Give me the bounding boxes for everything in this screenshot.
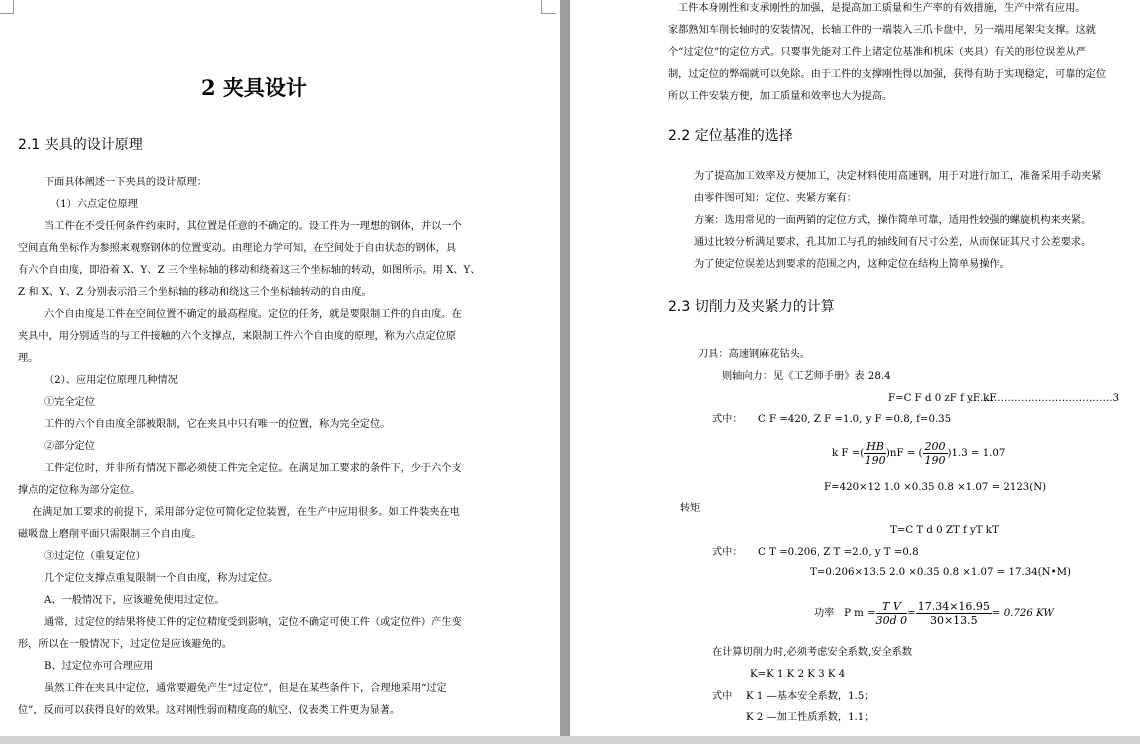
- paragraph-line: 通过比较分析满足要求，孔其加工与孔的轴线间有尺寸公差，从而保证其尺寸公差要求。: [694, 237, 1092, 248]
- fraction-numerator: HB: [866, 439, 884, 453]
- fraction-HB-190: [864, 440, 886, 467]
- paragraph-line: 形，所以在一般情况下，过定位是应该避免的。: [18, 639, 232, 650]
- kF-prefix: k F =(: [832, 448, 865, 459]
- formula-F: F=C F d 0 zF f yF kF: [888, 393, 997, 404]
- section-title-2-2: 2.2 定位基准的选择: [668, 128, 793, 144]
- tool-line: 刀具：高速钢麻花钻头。: [698, 349, 811, 360]
- kF-middle: )nF = (: [885, 448, 923, 459]
- k2-desc: K 2 —加工性质系数，1.1；: [746, 712, 875, 723]
- axial-force-ref: 则轴向力：见《工艺师手册》表 28.4: [722, 371, 891, 382]
- right-document-page: [570, 0, 1140, 736]
- crop-mark-top-right: [541, 0, 556, 14]
- paragraph-line: 家都熟知车削长轴时的安装情况，长轴工件的一端装入三爪卡盘中，另一端用尾架尖支撑。这就: [668, 25, 1096, 36]
- torque-coef-label: 式中：: [712, 547, 743, 558]
- paragraph-line: 有六个自由度，即沿着 X、Y、Z 三个坐标轴的移动和绕着这三个坐标轴的转动，如图所示。用 X、Y、: [18, 265, 481, 276]
- horizontal-scrollbar-area[interactable]: [0, 736, 1140, 744]
- paragraph-line: Z 和 X、Y、Z 分别表示沿三个坐标轴的移动和绕这三个坐标轴转动的自由度。: [18, 287, 372, 298]
- paragraph-line: 位”，反而可以获得良好的效果。这对刚性弱而精度高的航空、仪表类工件更为显著。: [18, 705, 401, 716]
- power-prefix: P m =: [844, 608, 876, 619]
- torque-coef-values: C T =0.206, Z T =2.0, y T =0.8: [758, 547, 919, 558]
- paragraph-line: 空间直角坐标作为参照来观察钢体的位置变动。由理论力学可知，在空间处于自由状态的钢体，具: [18, 243, 457, 254]
- paragraph-line: B、过定位亦可合理应用: [44, 661, 154, 672]
- coef-label: 式中：: [712, 414, 743, 425]
- paragraph-line: 通常，过定位的结果将使工件的定位精度受到影响，定位不确定可使工件（或定位件）产生变: [44, 617, 462, 628]
- paragraph-line: 撑点的定位称为部分定位。: [18, 485, 141, 496]
- paragraph-line: 六个自由度是工件在空间位置不确定的最高程度。定位的任务，就是要限制工件的自由度。在: [44, 309, 462, 320]
- formula-number-dots: ……………………………………3: [970, 393, 1120, 404]
- fraction-power-values: [916, 600, 992, 627]
- paragraph-line: 在满足加工要求的前提下，采用部分定位可简化定位装置，在生产中应用很多。如工件装夹在电: [32, 507, 460, 518]
- safety-note: 在计算切削力时,必须考虑安全系数,安全系数: [712, 647, 913, 658]
- paragraph-line: （1）六点定位原理: [50, 199, 138, 210]
- power-result: = 0.726 KW: [991, 608, 1054, 619]
- F-result: F=420×12 1.0 ×0.35 0.8 ×1.07 = 2123(N): [824, 482, 1047, 493]
- paragraph-line: 由零件图可知：定位、夹紧方案有：: [694, 193, 857, 204]
- safety-formula: K=K 1 K 2 K 3 K 4: [750, 669, 846, 680]
- coef-values: C F =420, Z F =1.0, y F =0.8, f=0.35: [758, 414, 952, 425]
- paragraph-line: 当工件在不受任何条件约束时，其位置是任意的不确定的。设工件为一理想的钢体，并以一个: [44, 221, 462, 232]
- paragraph-line: ②部分定位: [44, 441, 95, 452]
- power-label: 功率: [814, 608, 835, 619]
- paragraph-line: 磁吸盘上磨削平面只需限制三个自由度。: [18, 529, 202, 540]
- formula-kF: [832, 436, 1005, 472]
- T-result: T=0.206×13.5 2.0 ×0.35 0.8 ×1.07 = 17.34(N•M): [810, 567, 1071, 578]
- fraction-denominator: 190: [924, 453, 946, 467]
- paragraph-line: 方案：选用常见的一面两销的定位方式，操作简单可靠，适用性较强的螺旋机构来夹紧。: [694, 215, 1092, 226]
- fraction-denominator: 30d 0: [875, 613, 908, 627]
- k1-desc: K 1 —基本安全系数，1.5；: [746, 691, 875, 702]
- fraction-TV-30d0: [876, 600, 908, 627]
- paragraph-line: 虽然工件在夹具中定位，通常要避免产生“过定位”，但是在某些条件下，合理地采用“过定: [44, 683, 447, 694]
- fraction-denominator: 30×13.5: [929, 613, 978, 627]
- paragraph-line: （2）、应用定位原理几种情况: [44, 375, 178, 386]
- formula-T: T=C T d 0 ZT f yT kT: [890, 525, 999, 536]
- section-title-2-3: 2.3 切削力及夹紧力的计算: [668, 299, 835, 315]
- kF-suffix: )1.3 = 1.07: [947, 448, 1006, 459]
- power-equals: =: [907, 608, 916, 619]
- chapter-title: 2 夹具设计: [201, 75, 307, 100]
- paragraph-line: 为了使定位误差达到要求的范围之内，这种定位在结构上简单易操作。: [694, 259, 1010, 270]
- paragraph-line: 制，过定位的弊端就可以免除。由于工件的支撑刚性得以加强，获得有助于实现稳定，可靠的定位: [668, 69, 1107, 80]
- paragraph-line: 工件定位时，并非所有情况下都必须使工件完全定位。在满足加工要求的条件下，少于六个支: [44, 463, 462, 474]
- k1-label: 式中: [712, 691, 733, 702]
- paragraph-line: A、一般情况下，应该避免使用过定位。: [44, 595, 225, 606]
- paragraph-line: ③过定位（重复定位）: [44, 551, 146, 562]
- fraction-numerator: 200: [924, 439, 946, 453]
- paragraph-line: 下面具体阐述一下夹具的设计原理：: [44, 177, 207, 188]
- torque-label: 转矩: [680, 503, 701, 514]
- paragraph-line: 理。: [18, 353, 39, 364]
- paragraph-line: 几个定位支撑点重复限制一个自由度，称为过定位。: [44, 573, 279, 584]
- crop-mark-top-left: [0, 0, 14, 14]
- fraction-numerator: 17.34×16.95: [917, 599, 990, 613]
- paragraph-line: 所以工件安装方便，加工质量和效率也大为提高。: [668, 91, 893, 102]
- paragraph-line: 个“过定位”的定位方式。只要事先能对工件上诸定位基准和机床（夹具）有关的形位误差从严: [668, 47, 1086, 58]
- paragraph-line: 为了提高加工效率及方便加工，决定材料使用高速钢，用于对进行加工，准备采用手动夹紧: [694, 171, 1102, 182]
- left-document-page: [0, 0, 560, 736]
- section-title-2-1: 2.1 夹具的设计原理: [18, 137, 143, 153]
- paragraph-line: 工件的六个自由度全部被限制，它在夹具中只有唯一的位置，称为完全定位。: [44, 419, 391, 430]
- page-gap: [560, 0, 570, 744]
- formula-power: [814, 596, 1054, 632]
- paragraph-line: 夹具中，用分别适当的与工件接触的六个支撑点，来限制工件六个自由度的原理，称为六点定位原: [18, 331, 457, 342]
- fraction-200-190: [923, 440, 948, 467]
- fraction-denominator: 190: [864, 453, 886, 467]
- paragraph-line: ①完全定位: [44, 397, 95, 408]
- paragraph-line: 工件本身刚性和支承刚性的加强，是提高加工质量和生产率的有效措施，生产中常有应用。: [678, 3, 1086, 14]
- fraction-numerator: T V: [876, 600, 908, 614]
